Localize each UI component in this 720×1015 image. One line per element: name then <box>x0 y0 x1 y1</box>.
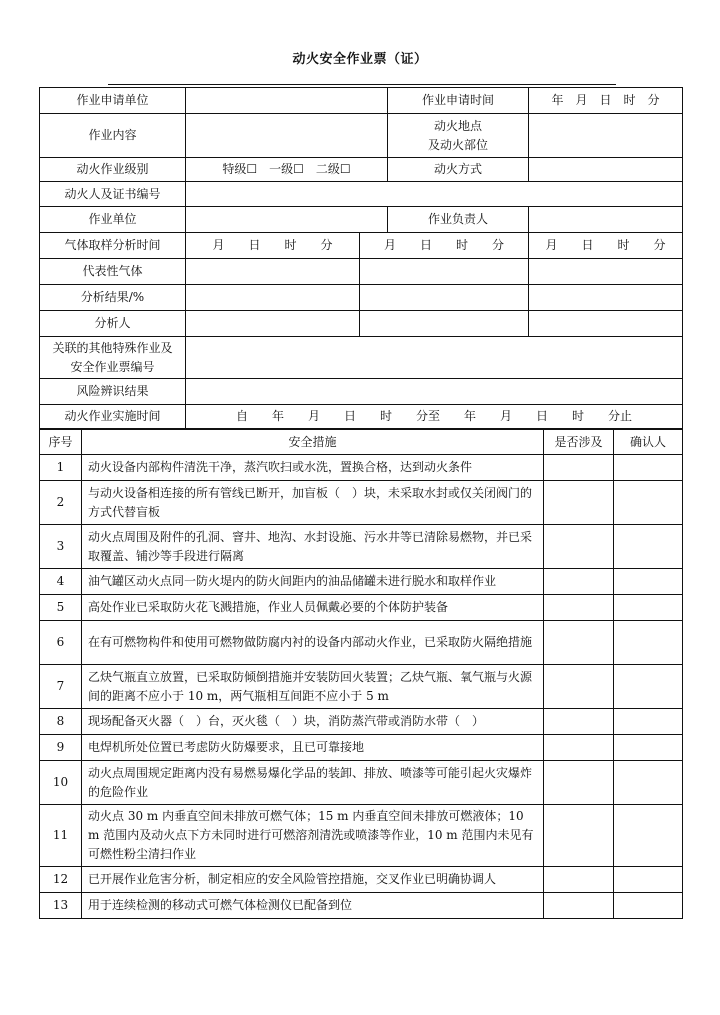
method-label: 动火方式 <box>388 158 529 182</box>
confirm-cell[interactable] <box>614 665 683 709</box>
confirm-cell[interactable] <box>614 595 683 621</box>
measure-text: 高处作业已采取防火花飞溅措施，作业人员佩戴必要的个体防护装备 <box>82 595 544 621</box>
measure-number: 4 <box>40 569 82 595</box>
measure-text: 电焊机所处位置已考虑防火防爆要求，且已可靠接地 <box>82 735 544 761</box>
measure-text: 动火点 30 m 内垂直空间未排放可燃气体；15 m 内垂直空间未排放可燃液体；10 m 范围内及动火点下方未同时进行可燃溶剂清洗或喷漆等作业，10 m 范围内未见有可燃性粉尘清扫作业 <box>82 805 544 867</box>
leader-label: 作业负责人 <box>388 207 529 233</box>
measure-number: 10 <box>40 761 82 805</box>
apply-unit-field[interactable] <box>186 88 388 114</box>
risk-label: 风险辨识结果 <box>40 379 186 405</box>
confirm-cell[interactable] <box>614 805 683 867</box>
measure-number: 9 <box>40 735 82 761</box>
measure-number: 2 <box>40 481 82 525</box>
confirm-cell[interactable] <box>614 569 683 595</box>
location-label: 动火地点 及动火部位 <box>388 114 529 158</box>
confirm-cell[interactable] <box>614 455 683 481</box>
confirm-cell[interactable] <box>614 735 683 761</box>
analyst-field-1[interactable] <box>186 311 360 337</box>
confirm-cell[interactable] <box>614 525 683 569</box>
content-field[interactable] <box>186 114 388 158</box>
exec-time-label: 动火作业实施时间 <box>40 405 186 429</box>
measure-number: 3 <box>40 525 82 569</box>
involved-cell[interactable] <box>544 665 614 709</box>
measure-number: 6 <box>40 621 82 665</box>
table-row <box>40 455 683 481</box>
work-unit-label: 作业单位 <box>40 207 186 233</box>
level-label: 动火作业级别 <box>40 158 186 182</box>
involved-cell[interactable] <box>544 481 614 525</box>
table-row <box>40 805 683 867</box>
confirm-cell[interactable] <box>614 481 683 525</box>
measure-text: 乙炔气瓶直立放置，已采取防倾倒措施并安装防回火装置；乙炔气瓶、氧气瓶与火源间的距离不应小于 10 m，两气瓶相互间距不应小于 5 m <box>82 665 544 709</box>
involved-cell[interactable] <box>544 709 614 735</box>
confirm-cell[interactable] <box>614 709 683 735</box>
table-row <box>40 525 683 569</box>
table-row <box>40 481 683 525</box>
related-field[interactable] <box>186 337 683 379</box>
leader-field[interactable] <box>529 207 683 233</box>
measure-text: 油气罐区动火点同一防火堤内的防火间距内的油品储罐未进行脱水和取样作业 <box>82 569 544 595</box>
level-options[interactable]: 特级☐ 一级☐ 二级☐ <box>186 158 388 182</box>
related-label: 关联的其他特殊作业及 安全作业票编号 <box>40 337 186 379</box>
exec-time-field[interactable]: 自 年 月 日 时 分至 年 月 日 时 分止 <box>186 405 683 429</box>
table-row <box>40 867 683 893</box>
table-row <box>40 893 683 919</box>
method-field[interactable] <box>529 158 683 182</box>
analyst-label: 分析人 <box>40 311 186 337</box>
gas-time-slot-1[interactable]: 月 日 时 分 <box>186 233 360 259</box>
involved-cell[interactable] <box>544 893 614 919</box>
col-header-no: 序号 <box>40 430 82 455</box>
gas-time-slot-3[interactable]: 月 日 时 分 <box>529 233 683 259</box>
gas-type-field-2[interactable] <box>360 259 529 285</box>
measure-text: 与动火设备相连接的所有管线已断开，加盲板（ ）块，未采取水封或仅关闭阀门的方式代替盲板 <box>82 481 544 525</box>
gas-time-slot-2[interactable]: 月 日 时 分 <box>360 233 529 259</box>
result-label: 分析结果/% <box>40 285 186 311</box>
measure-text: 在有可燃物构件和使用可燃物做防腐内衬的设备内部动火作业，已采取防火隔绝措施 <box>82 621 544 665</box>
measure-number: 7 <box>40 665 82 709</box>
confirm-cell[interactable] <box>614 621 683 665</box>
col-header-confirm: 确认人 <box>614 430 683 455</box>
location-field[interactable] <box>529 114 683 158</box>
involved-cell[interactable] <box>544 455 614 481</box>
confirm-cell[interactable] <box>614 867 683 893</box>
col-header-measure: 安全措施 <box>82 430 544 455</box>
table-row <box>40 761 683 805</box>
permit-info-table <box>39 87 683 429</box>
measure-number: 1 <box>40 455 82 481</box>
gas-time-label: 气体取样分析时间 <box>40 233 186 259</box>
measure-text: 动火点周围及附件的孔洞、窨井、地沟、水封设施、污水井等已清除易燃物，并已采取覆盖、铺沙等手段进行隔离 <box>82 525 544 569</box>
measure-text: 已开展作业危害分析，制定相应的安全风险管控措施，交叉作业已明确协调人 <box>82 867 544 893</box>
measure-text: 现场配备灭火器（ ）台，灭火毯（ ）块，消防蒸汽带或消防水带（ ） <box>82 709 544 735</box>
gas-type-field-3[interactable] <box>529 259 683 285</box>
table-row <box>40 595 683 621</box>
measure-number: 5 <box>40 595 82 621</box>
table-row <box>40 665 683 709</box>
measure-text: 动火设备内部构件清洗干净，蒸汽吹扫或水洗，置换合格，达到动火条件 <box>82 455 544 481</box>
apply-unit-label: 作业申请单位 <box>40 88 186 114</box>
apply-time-field[interactable]: 年 月 日 时 分 <box>529 88 683 114</box>
person-field[interactable] <box>186 182 683 207</box>
result-field-1[interactable] <box>186 285 360 311</box>
apply-time-label: 作业申请时间 <box>388 88 529 114</box>
involved-cell[interactable] <box>544 735 614 761</box>
measure-number: 13 <box>40 893 82 919</box>
involved-cell[interactable] <box>544 621 614 665</box>
involved-cell[interactable] <box>544 867 614 893</box>
table-row <box>40 709 683 735</box>
risk-field[interactable] <box>186 379 683 405</box>
person-label: 动火人及证书编号 <box>40 182 186 207</box>
title-underline <box>108 84 616 85</box>
analyst-field-3[interactable] <box>529 311 683 337</box>
work-unit-field[interactable] <box>186 207 388 233</box>
measure-number: 12 <box>40 867 82 893</box>
result-field-2[interactable] <box>360 285 529 311</box>
measure-text: 用于连续检测的移动式可燃气体检测仪已配备到位 <box>82 893 544 919</box>
involved-cell[interactable] <box>544 525 614 569</box>
measure-number: 8 <box>40 709 82 735</box>
safety-measures-table <box>39 429 683 919</box>
confirm-cell[interactable] <box>614 761 683 805</box>
gas-type-field-1[interactable] <box>186 259 360 285</box>
confirm-cell[interactable] <box>614 893 683 919</box>
analyst-field-2[interactable] <box>360 311 529 337</box>
involved-cell[interactable] <box>544 805 614 867</box>
table-row <box>40 569 683 595</box>
gas-type-label: 代表性气体 <box>40 259 186 285</box>
table-row <box>40 621 683 665</box>
involved-cell[interactable] <box>544 761 614 805</box>
page-title: 动火安全作业票（证） <box>292 52 428 67</box>
measure-number: 11 <box>40 805 82 867</box>
result-field-3[interactable] <box>529 285 683 311</box>
table-row <box>40 735 683 761</box>
content-label: 作业内容 <box>40 114 186 158</box>
measures-body <box>40 455 683 919</box>
involved-cell[interactable] <box>544 595 614 621</box>
col-header-involved: 是否涉及 <box>544 430 614 455</box>
involved-cell[interactable] <box>544 569 614 595</box>
measure-text: 动火点周围规定距离内没有易燃易爆化学品的装卸、排放、喷漆等可能引起火灾爆炸的危险作业 <box>82 761 544 805</box>
